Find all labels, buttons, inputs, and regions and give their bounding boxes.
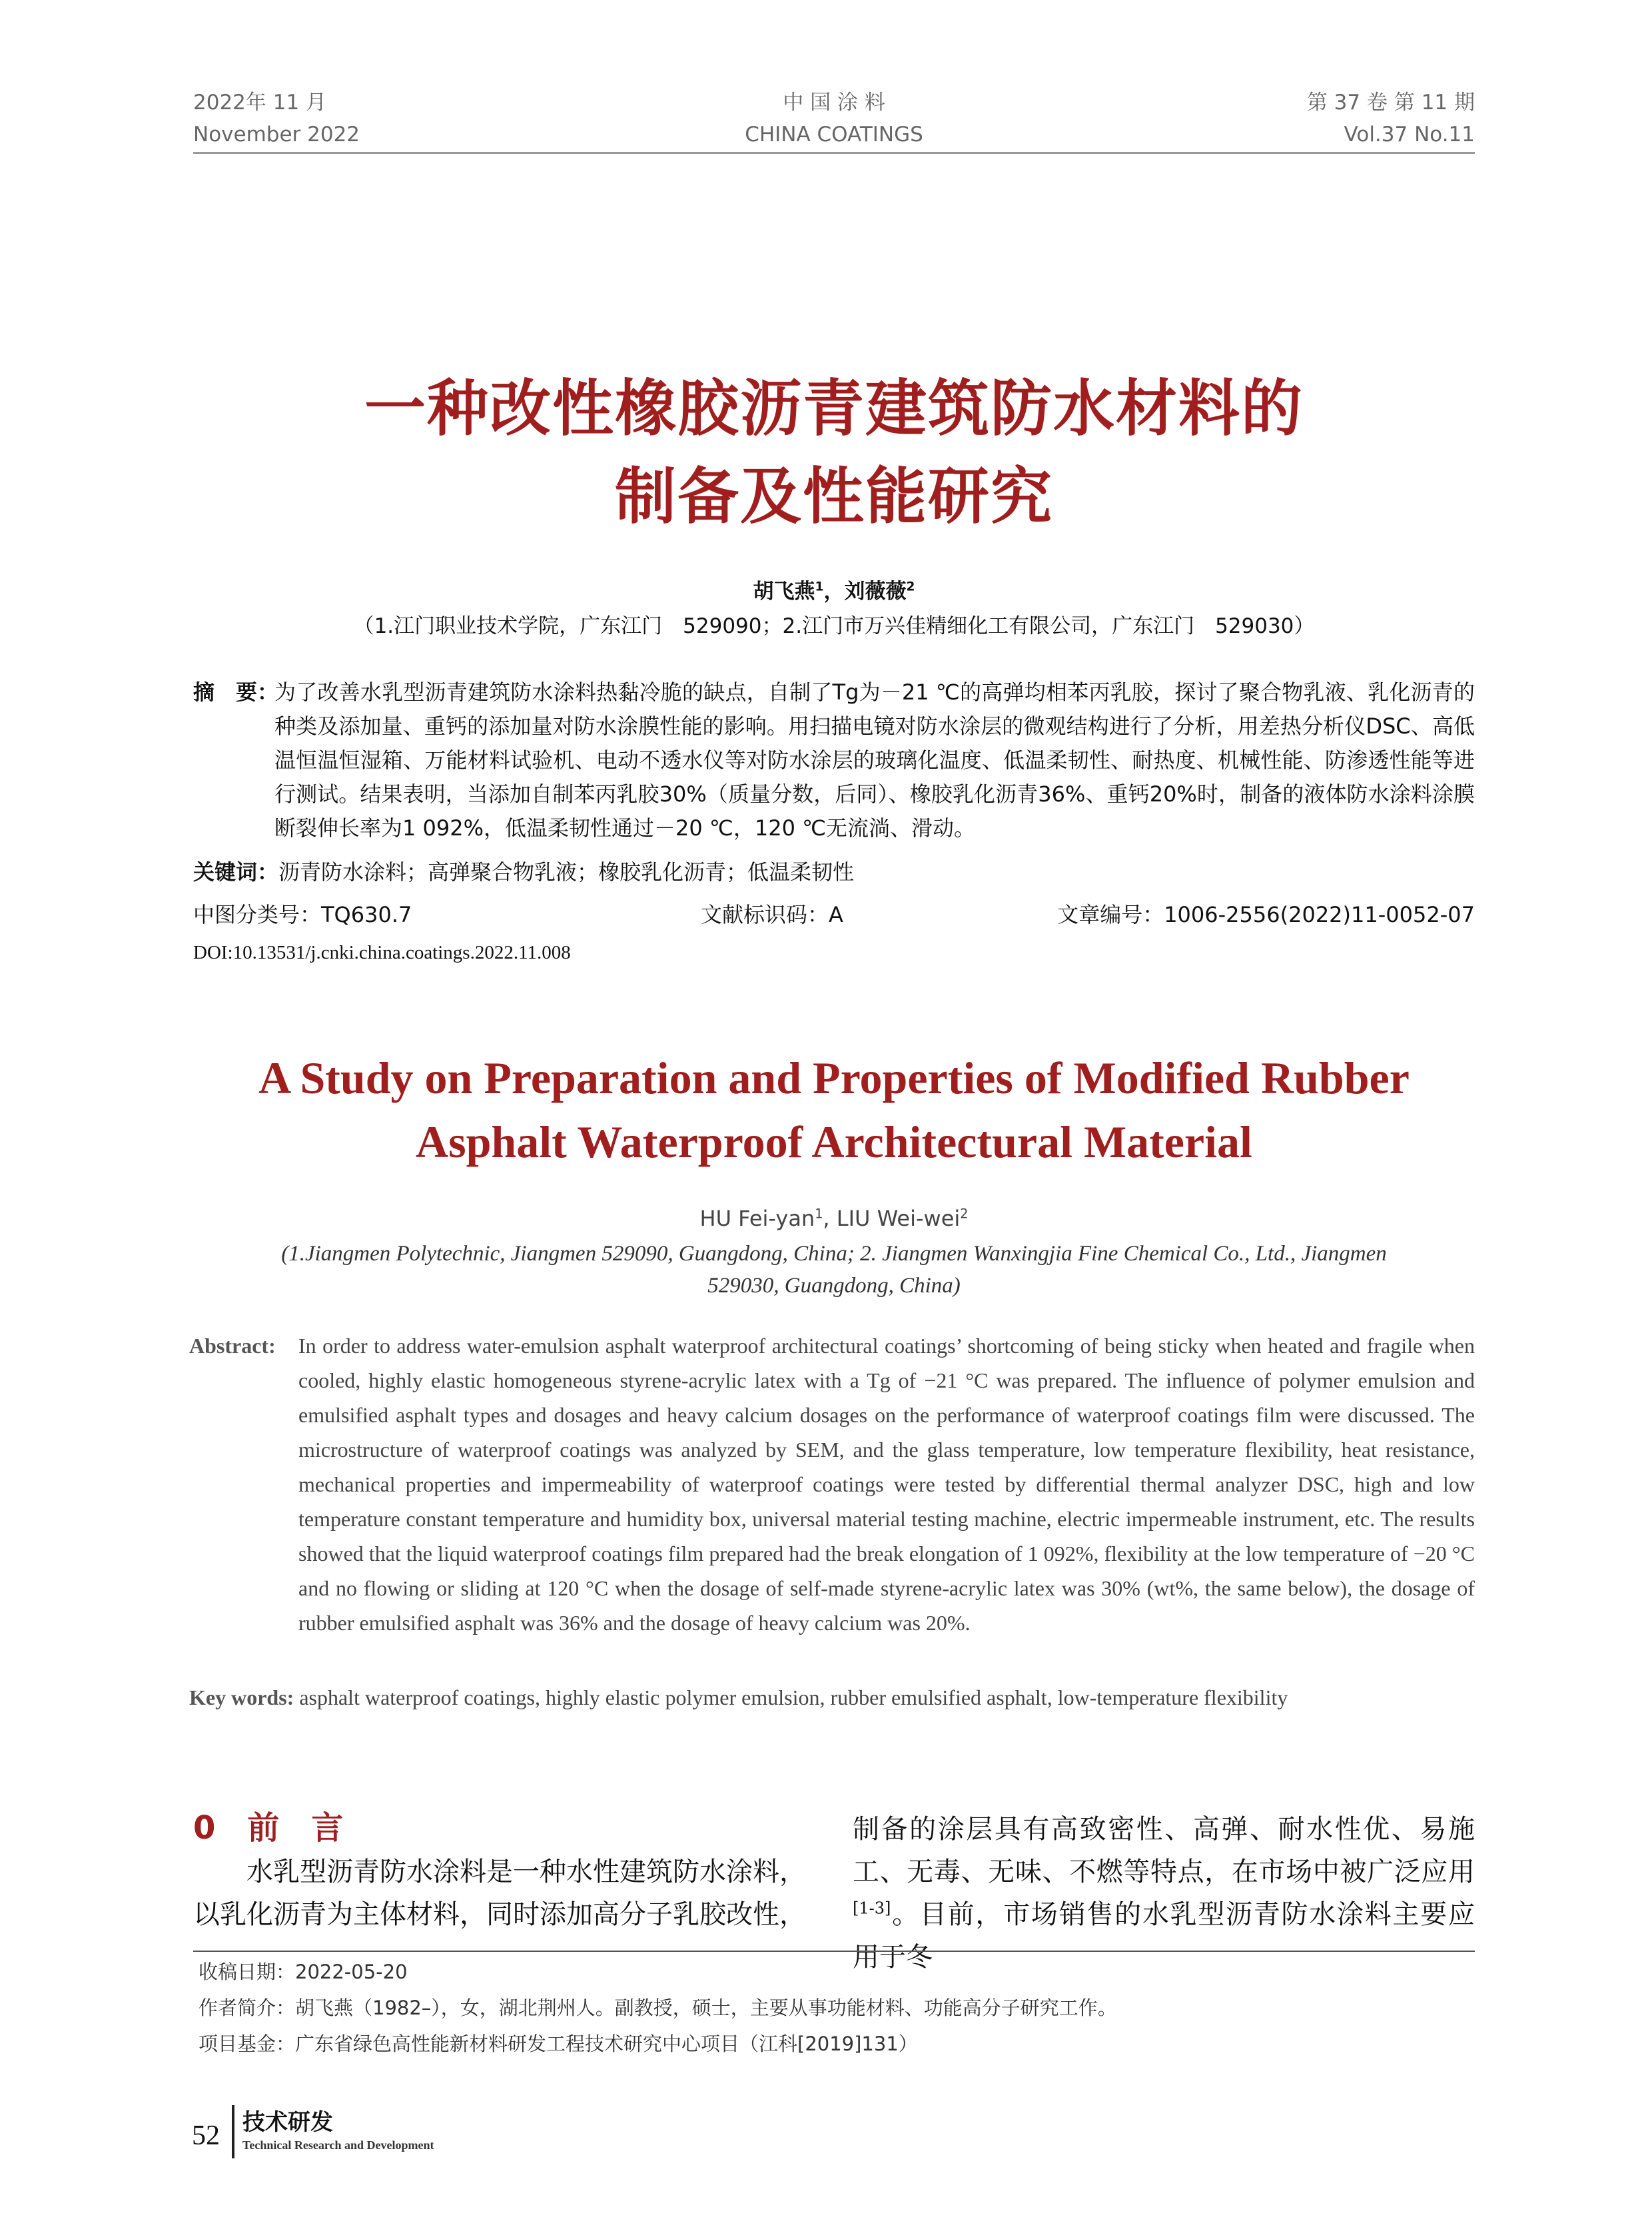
abstract-cn-label: 摘 要： xyxy=(193,679,279,705)
body-right-main: 制备的涂层具有高致密性、高弹、耐水性优、易施工、无毒、无味、不燃等特点，在市场中被广泛应用 xyxy=(853,1814,1475,1887)
article-number: 文章编号：1006-2556(2022)11-0052-07 xyxy=(1057,902,1475,927)
footer-section-cn: 技术研发 xyxy=(242,2109,333,2136)
body-column-right xyxy=(853,1808,1475,1979)
author-en-1-affil: 1 xyxy=(815,1206,823,1222)
header-journal-cn: 中 国 涂 料 xyxy=(783,91,885,115)
author-en-2: LIU Wei-wei xyxy=(836,1206,961,1231)
affiliation-en xyxy=(193,1238,1475,1302)
footnote-received: 收稿日期：2022-05-20 xyxy=(199,1961,408,1983)
footnote-rule xyxy=(193,1951,1475,1952)
authors-en xyxy=(193,1203,1475,1234)
citation-ref: [1-3] xyxy=(853,1899,891,1918)
title-en-line2: Asphalt Waterproof Architectural Material xyxy=(416,1116,1252,1167)
abstract-en-label: Abstract: xyxy=(189,1334,276,1358)
document-code: 文献标识码：A xyxy=(701,902,843,927)
header-journal-en: CHINA COATINGS xyxy=(745,123,923,147)
header-date-cn: 2022年 11 月 xyxy=(193,91,327,115)
section-heading: 0 前 言 xyxy=(193,1809,344,1847)
author-en-2-affil: 2 xyxy=(960,1206,969,1222)
footer-divider xyxy=(232,2105,234,2158)
affiliation-en-line2: 529030, Guangdong, China) xyxy=(707,1274,961,1298)
title-cn-line1: 一种改性橡胶沥青建筑防水材料的 xyxy=(364,373,1304,444)
header-volume xyxy=(1307,87,1475,151)
keywords-cn-label: 关键词： xyxy=(193,859,279,885)
abstract-cn-text: 为了改善水乳型沥青建筑防水涂料热黏冷脆的缺点，自制了Tg为－21 ℃的高弹均相苯丙乳胶，探讨了聚合物乳液、乳化沥青的种类及添加量、重钙的添加量对防水涂膜性能的影响。用扫描电镜对防水涂层的微观结构进行了分析，用差热分析仪DSC、高低温恒温恒湿箱、万能材料试验机、电动不透水仪等对防水涂层的玻璃化温度、低温柔韧性、耐热度、机械性能、防渗透性能等进行测试。结果表明，当添加自制苯丙乳胶30%（质量分数，后同）、橡胶乳化沥青36%、重钙20%时，制备的液体防水涂料涂膜断裂伸长率为1 092%，低温柔韧性通过－20 ℃，120 ℃无流淌、滑动。 xyxy=(274,679,1475,841)
header-rule xyxy=(193,152,1475,154)
clc-number: 中图分类号：TQ630.7 xyxy=(193,902,412,927)
author-cn-1-affil: 1 xyxy=(815,580,824,594)
footer-section-en: Technical Research and Development xyxy=(242,2138,434,2152)
keywords-en xyxy=(189,1680,1475,1715)
keywords-cn xyxy=(193,857,854,887)
header-journal xyxy=(193,87,1475,151)
header-date-en: November 2022 xyxy=(193,123,360,147)
author-en-separator: , xyxy=(823,1206,837,1231)
affiliation-cn: （1.江门职业技术学院，广东江门 529090；2.江门市万兴佳精细化工有限公司，广东江门 529030） xyxy=(353,614,1315,638)
page-number: 52 xyxy=(192,2120,220,2151)
abstract-en-text: In order to address water-emulsion asphalt waterproof architectural coatings’ shortcoming of being sticky when heated and fragile when cooled, highly elastic homogeneous styrene-acrylic latex with a Tg of −21 °C was prepared. The influence of polymer emulsion and emulsified asphalt types and dosages and heavy calcium dosages on the performance of waterproof coatings film were discussed. The microstructure of waterproof coatings was analyzed by SEM, and the glass temperature, low temperature flexibility, heat resistance, mechanical properties and impermeability of waterproof coatings were tested by differential thermal analyzer DSC, high and low temperature constant temperature and humidity box, universal material testing machine, electric impermeable instrument, etc. The results showed that the liquid waterproof coatings film prepared had the break elongation of 1 092%, flexibility at the low temperature of −20 °C and no flowing or sliding at 120 °C when the dosage of self-made styrene-acrylic latex was 30% (wt%, the same below), the dosage of rubber emulsified asphalt was 36% and the dosage of heavy calcium was 20%. xyxy=(298,1334,1475,1635)
body-right-tail: 。目前，市场销售的水乳型沥青防水涂料主要应用于冬 xyxy=(853,1899,1475,1973)
doi: DOI:10.13531/j.cnki.china.coatings.2022.11.008 xyxy=(193,942,571,963)
header-volume-cn: 第 37 卷 第 11 期 xyxy=(1306,91,1475,115)
keywords-cn-text: 沥青防水涂料；高弹聚合物乳液；橡胶乳化沥青；低温柔韧性 xyxy=(278,859,855,885)
footnote-author-bio: 作者简介：胡飞燕（1982–），女，湖北荆州人。副教授，硕士，主要从事功能材料、功能高分子研究工作。 xyxy=(199,1997,1117,2019)
keywords-en-text: asphalt waterproof coatings, highly elastic polymer emulsion, rubber emulsified asphalt, low-temperature flexibility xyxy=(299,1685,1288,1709)
keywords-en-label: Key words: xyxy=(189,1685,294,1709)
title-cn-line2: 制备及性能研究 xyxy=(614,461,1053,532)
footnote-fund: 项目基金：广东省绿色高性能新材料研发工程技术研究中心项目（江科[2019]131） xyxy=(199,2032,918,2055)
author-en-1: HU Fei-yan xyxy=(699,1206,815,1231)
title-en-line1: A Study on Preparation and Properties of Modified Rubber xyxy=(258,1053,1410,1103)
authors-cn xyxy=(193,577,1475,606)
header-volume-en: Vol.37 No.11 xyxy=(1344,123,1475,147)
author-cn-2: 刘薇薇 xyxy=(844,580,907,604)
body-column-left: 水乳型沥青防水涂料是一种水性建筑防水涂料，以乳化沥青为主体材料，同时添加高分子乳胶改性， xyxy=(193,1857,806,1930)
title-en xyxy=(193,1046,1475,1174)
title-cn xyxy=(193,365,1475,541)
author-cn-2-affil: 2 xyxy=(906,580,915,594)
affiliation-en-line1: (1.Jiangmen Polytechnic, Jiangmen 529090, Guangdong, China; 2. Jiangmen Wanxingjia Fine Chemical Co., Ltd., Jiangmen xyxy=(281,1242,1387,1266)
author-cn-1: 胡飞燕 xyxy=(753,580,815,604)
author-separator: ， xyxy=(823,580,845,604)
